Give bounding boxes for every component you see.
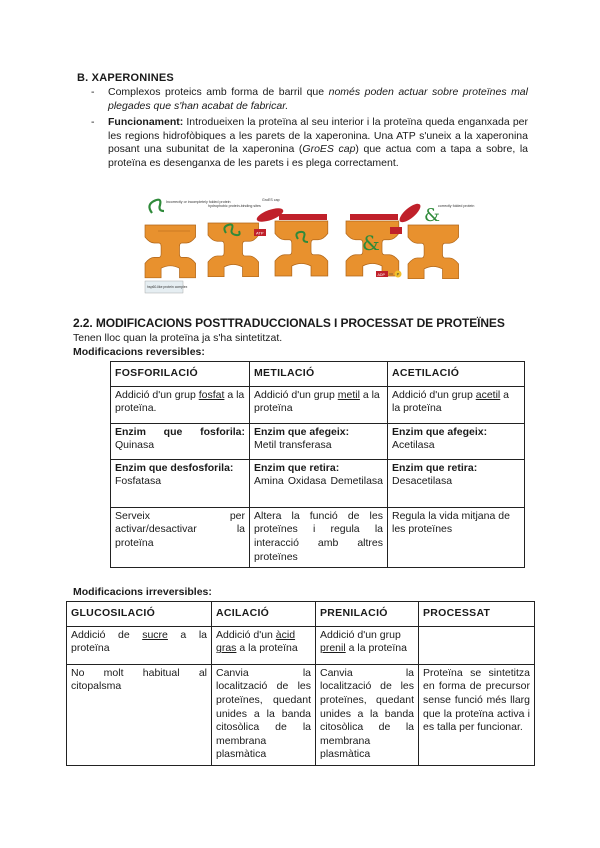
label-p: P (396, 271, 400, 277)
chaperonin-ring-1 (145, 225, 196, 278)
table-cell: Enzim que retira: Desacetilasa (388, 459, 525, 507)
table-cell: Enzim que retira: Amina Oxidasa Demetilasa (250, 459, 388, 507)
section-heading-xaperonines: B. XAPERONINES (77, 72, 174, 84)
table-cell: Canvia la localització de les proteïnes, quedant unides a la banda citosòlica de la membrana plasmàtica (316, 664, 419, 765)
table-row (111, 386, 525, 423)
table-cell: Proteïna se sintetitza en forma de precursor sense funció més llarg que la proteïna activa i es talla per funcionar. (419, 664, 535, 765)
chaperonin-ring-5 (408, 225, 459, 279)
table-row (67, 664, 535, 765)
bullet-item (91, 115, 529, 171)
table-cell: Enzim que desfosforila: Fosfatasa (111, 459, 250, 507)
label-adp: ADP (377, 273, 385, 277)
irreversible-table (66, 601, 535, 766)
chaperonin-ring-2 (208, 223, 259, 277)
header-processat: PROCESSAT (419, 602, 535, 627)
bullet-dash: - (91, 115, 95, 128)
bullet-label: Funcionament: (108, 115, 184, 128)
table-header-row (111, 362, 525, 387)
table-cell: Addició d'un àcid gras a la proteïna (212, 626, 316, 664)
label-correct: correctly folded protein (438, 204, 475, 208)
label-incorrect: Incorrectly or incompletely folded protein (166, 200, 231, 204)
bullet-list (91, 86, 529, 173)
header-glucosilacio: GLUCOSILACIÓ (67, 602, 212, 627)
bullet-emphasis: GroES cap (302, 143, 356, 156)
label-groel: hsp60-like protein complex (147, 285, 188, 289)
table-cell: Addició d'un grup metil a la proteïna (250, 386, 388, 423)
label-groes: GroES cap (262, 198, 280, 202)
bullet-text: Introdueixen la proteïna al seu interior i la proteïna queda enganxada per les regions hidrofòbiques a les parets de la xaperonina. Una ATP s'uneix a la xaperonina posant una subunitat de la xaperonina ( (108, 115, 528, 156)
irreversible-title: Modificacions irreversibles: (73, 586, 212, 598)
bullet-dash: - (91, 86, 95, 98)
table-cell: Enzim que fosforila: Quinasa (111, 423, 250, 459)
table-cell: Addició d'un grup prenil a la proteïna (316, 626, 419, 664)
table-cell: Addició de sucre a la proteïna (67, 626, 212, 664)
bullet-text-end: ) que actua com a tapa a sobre, la proteïna es desenganxa de les parets i es plega correctament. (108, 143, 529, 170)
header-metilacio: METILACIÓ (250, 362, 388, 387)
folded-protein-icon: & (362, 231, 380, 255)
section-intro: Tenen lloc quan la proteïna ja s'ha sintetitzat. (73, 332, 283, 344)
table-row (67, 626, 535, 664)
section-heading-22: 2.2. MODIFICACIONS POSTTRADUCCIONALS I PROCESSAT DE PROTEÏNES (73, 316, 505, 330)
bullet-emphasis: només poden actuar sobre proteïnes mal plegades que s'han acabat de fabricar. (108, 86, 528, 112)
header-prenilacio: PRENILACIÓ (316, 602, 419, 627)
reversible-table (110, 361, 525, 568)
chaperonin-ring-3 (275, 217, 328, 276)
atp-badge-2 (390, 227, 402, 234)
reversible-title: Modificacions reversibles: (73, 346, 205, 358)
released-cap-icon (397, 201, 423, 225)
table-header-row (67, 602, 535, 627)
misfolded-protein-icon (149, 200, 164, 213)
label-atp: ATP (256, 230, 264, 236)
header-acetilacio: ACETILACIÓ (388, 362, 525, 387)
table-cell (419, 626, 535, 664)
label-hydrophobic: hydrophobic protein-binding sites (208, 204, 261, 208)
bullet-text: Complexos proteics amb forma de barril que (108, 86, 329, 98)
table-cell: Enzim que afegeix: Acetilasa (388, 423, 525, 459)
table-cell: No molt habitual al citopalsma (67, 664, 212, 765)
table-row (111, 459, 525, 507)
table-cell: Serveix per activar/desactivar la proteïna (111, 507, 250, 568)
correct-protein-icon: & (424, 205, 441, 226)
table-cell: Enzim que afegeix: Metil transferasa (250, 423, 388, 459)
table-cell: Addició d'un grup fosfat a la proteïna. (111, 386, 250, 423)
bullet-item (91, 86, 528, 114)
table-cell: Canvia la localització de les proteïnes, quedant unides a la banda citosòlica de la membrana plasmàtica (212, 664, 316, 765)
chaperonin-diagram (140, 195, 475, 295)
table-cell: Regula la vida mitjana de les proteïnes (388, 507, 525, 568)
table-cell: Addició d'un grup acetil a la proteïna (388, 386, 525, 423)
header-acilacio: ACILACIÓ (212, 602, 316, 627)
table-row (111, 423, 525, 459)
table-row (111, 507, 525, 568)
header-fosforilacio: FOSFORILACIÓ (111, 362, 250, 387)
table-cell: Altera la funció de les proteïnes i regula la interacció amb altres proteïnes (250, 507, 388, 568)
